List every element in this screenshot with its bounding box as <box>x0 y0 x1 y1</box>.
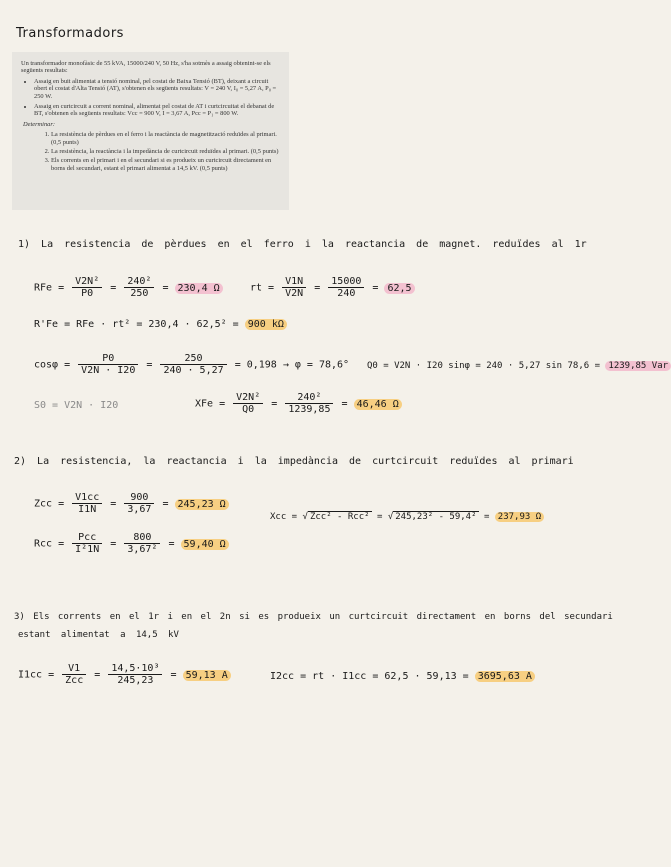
rfe-fraction <box>72 276 102 299</box>
zcc-fraction-values <box>124 492 154 515</box>
xfe-denominator: Q0 <box>242 404 255 415</box>
rfe-lhs: RFe = <box>34 282 65 294</box>
zcc-result: 245,23 Ω <box>175 499 229 510</box>
rcc-equals: = <box>168 538 175 550</box>
i1cc-equals: = <box>94 669 101 681</box>
problem-question-item: 1. La resistència de pèrdues en el ferro i la reactància de magnetització reduïdes al primari. (0,5 punts) <box>51 131 280 146</box>
determine-label: Determinar: <box>23 120 55 128</box>
rfe-reduced-result: 900 kΩ <box>245 319 287 330</box>
zcc-denominator: I1N <box>78 504 97 515</box>
i1cc-equals: = <box>170 669 177 681</box>
problem-test-item: • Assaig en curtcircuit a corrent nominal, alimentat pel costat de AT i curtcircuitat el debanat de BT, s'obtenen els següents resultats: Vcc = 900 V, I = 3,67 A, Pcc = P₁ = 800 W. <box>34 103 280 118</box>
cosphi-numerator: P0 <box>78 353 138 365</box>
zcc-denominator-value: 3,67 <box>127 504 152 515</box>
rfe-formula <box>34 276 223 299</box>
i1cc-denominator-value: 245,23 <box>117 675 154 686</box>
zcc-formula <box>34 492 229 515</box>
rt-numerator: V1N <box>282 276 306 288</box>
rfe-result: 230,4 Ω <box>175 283 223 294</box>
xfe-fraction <box>233 392 263 415</box>
sqrt-icon: √ <box>302 512 308 522</box>
rcc-fraction <box>72 532 102 555</box>
rfe-denominator-value: 250 <box>130 288 149 299</box>
rt-result: 62,5 <box>384 283 414 294</box>
xfe-equals: = <box>341 398 348 410</box>
problem-statement <box>12 52 289 210</box>
i1cc-result: 59,13 A <box>183 670 231 681</box>
rfe-numerator-value: 240² <box>124 276 154 288</box>
i2cc-expression: I2cc = rt · I1cc = 62,5 · 59,13 = <box>270 671 469 682</box>
xfe-lhs: XFe = <box>195 398 226 410</box>
rt-denominator: V2N <box>285 288 304 299</box>
section-2-heading: 2) La resistencia, la reactancia i la impedància de curtcircuit reduïdes al primari <box>14 456 574 467</box>
xcc-equals: = <box>376 512 383 522</box>
xfe-denominator-value: 1239,85 <box>288 404 331 415</box>
problem-intro: Un transformador monofàsic de 55 kVA, 15000/240 V, 50 Hz, s'ha sotmès a assaig obtenint-se els següents resultats: <box>21 60 271 75</box>
rcc-numerator-value: 800 <box>124 532 160 544</box>
xfe-result: 46,46 Ω <box>354 399 402 410</box>
xcc-lhs: Xcc = <box>270 512 298 522</box>
rcc-numerator: Pcc <box>72 532 102 544</box>
problem-questions-list <box>21 131 280 172</box>
sqrt-icon: √ <box>387 512 394 522</box>
rfe-numerator: V2N² <box>72 276 102 288</box>
section-3-heading: 3) Els corrents en el 1r i en el 2n si es produeix un curtcircuit directament en borns del secundari <box>14 612 613 622</box>
zcc-equals: = <box>162 498 169 510</box>
cosphi-denominator-value: 240 · 5,27 <box>163 365 224 376</box>
i2cc-result: 3695,63 A <box>475 671 535 682</box>
cosphi-fraction-values <box>160 353 226 376</box>
rt-equals: = <box>372 282 379 294</box>
rcc-lhs: Rcc = <box>34 538 65 550</box>
cosphi-lhs: cosφ = <box>34 359 71 371</box>
zcc-numerator: V1cc <box>72 492 102 504</box>
zcc-numerator-value: 900 <box>124 492 154 504</box>
rfe-equals: = <box>110 282 117 294</box>
i2cc-formula <box>270 671 535 682</box>
xcc-equals: = <box>483 512 490 522</box>
q0-expression: Q0 = V2N · I20 sinφ = 240 · 5,27 sin 78,6 = <box>367 361 600 371</box>
rcc-result: 59,40 Ω <box>181 539 229 550</box>
rfe-fraction-values <box>124 276 154 299</box>
rcc-equals: = <box>110 538 117 550</box>
rfe-reduced-expression: R'Fe = RFe · rt² = 230,4 · 62,5² = <box>34 319 239 330</box>
rt-fraction-values <box>328 276 364 299</box>
i1cc-denominator: Zcc <box>65 675 84 686</box>
xfe-numerator-value: 240² <box>285 392 333 404</box>
cosphi-denominator: V2N · I20 <box>81 365 136 376</box>
rt-formula <box>250 276 415 299</box>
q0-formula <box>367 361 671 371</box>
page-title: Transformadors <box>16 26 124 41</box>
i1cc-numerator: V1 <box>62 663 86 675</box>
cosphi-fraction <box>78 353 138 376</box>
i1cc-numerator-value: 14,5·10³ <box>108 663 162 675</box>
xcc-formula <box>270 512 544 522</box>
problem-tests-list <box>21 78 280 118</box>
rt-fraction <box>282 276 306 299</box>
i1cc-fraction-values <box>108 663 162 686</box>
xfe-equals: = <box>271 398 278 410</box>
xfe-fraction-values <box>285 392 333 415</box>
cosphi-equals: = <box>146 359 153 371</box>
rfe-denominator: P0 <box>81 288 94 299</box>
problem-test-item: • Assaig en buit alimentat a tensió nominal, pel costat de Baixa Tensió (BT), deixant a circuit obert el costat d'Alta Tensió (AT), s'obtenen els següents resultats: V = 240 V, I₀ = 5,27 A, P₀ = 250 W. <box>34 78 280 100</box>
s0-formula: S0 = V2N · I20 <box>34 400 119 411</box>
rt-equals: = <box>314 282 321 294</box>
zcc-equals: = <box>110 498 117 510</box>
rcc-fraction-values <box>124 532 160 555</box>
section-1-heading: 1) La resistencia de pèrdues en el ferro i la reactancia de magnet. reduïdes al 1r <box>18 239 587 250</box>
rcc-denominator: I²1N <box>75 544 100 555</box>
xcc-radicand: Zcc² - Rcc² <box>309 512 370 522</box>
problem-question-item: 3. Els corrents en el primari i en el secundari si es produeix un curtcircuit directament en borns del secundari, estant el primari alimentat a 14,5 kV. (0,5 punts) <box>51 157 280 172</box>
xcc-result: 237,93 Ω <box>495 512 544 522</box>
cosphi-formula <box>34 353 349 376</box>
i1cc-fraction <box>62 663 86 686</box>
rfe-equals: = <box>162 282 169 294</box>
zcc-lhs: Zcc = <box>34 498 65 510</box>
rt-lhs: rt = <box>250 282 275 294</box>
cosphi-numerator-value: 250 <box>160 353 226 365</box>
rt-denominator-value: 240 <box>337 288 356 299</box>
xcc-radicand-values: 245,23² - 59,4² <box>395 512 477 522</box>
q0-result: 1239,85 Var <box>605 361 671 371</box>
xfe-numerator: V2N² <box>233 392 263 404</box>
zcc-fraction <box>72 492 102 515</box>
problem-question-item: 2. La resistència, la reactància i la impedància de curtcircuit reduïdes al primari. (0,5 punts) <box>51 148 280 155</box>
rt-numerator-value: 15000 <box>328 276 364 288</box>
cosphi-result: = 0,198 → φ = 78,6° <box>234 359 350 371</box>
section-3-heading-cont: estant alimentat a 14,5 kV <box>18 630 179 640</box>
i1cc-lhs: I1cc = <box>18 669 55 681</box>
rcc-formula <box>34 532 229 555</box>
rcc-denominator-value: 3,67² <box>127 544 158 555</box>
i1cc-formula <box>18 663 231 686</box>
xfe-formula <box>195 392 402 415</box>
rfe-reduced-formula <box>34 319 287 330</box>
